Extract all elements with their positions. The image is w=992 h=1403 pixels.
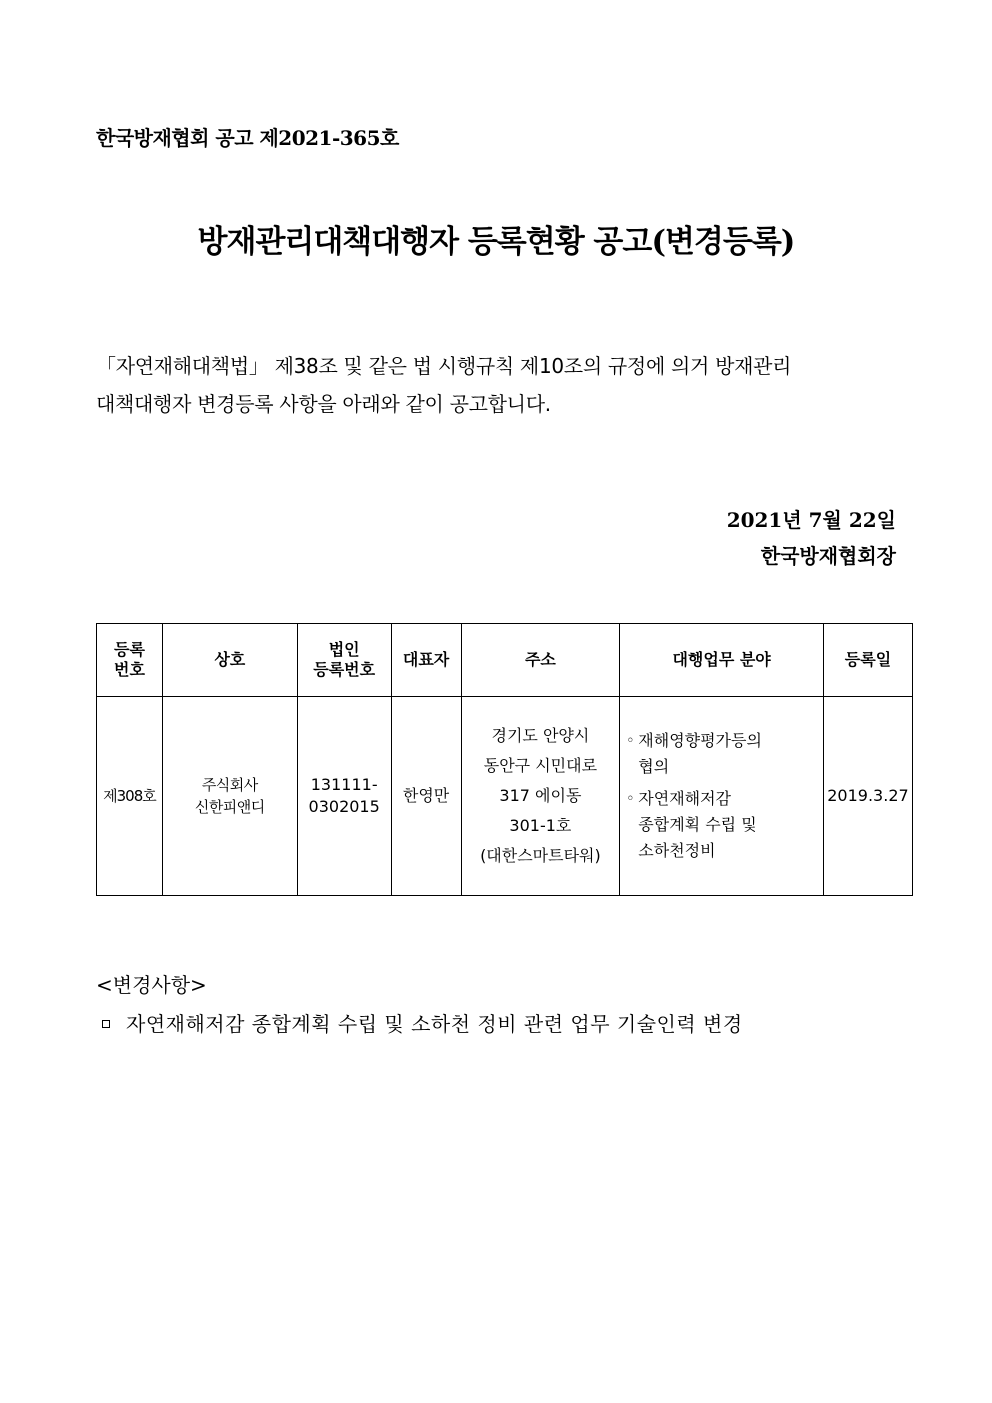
address-line-3: 317 에이동 [499,786,582,805]
field-1-line-2: 협의 [638,757,670,776]
table-header-row [97,624,913,697]
header-reg-no [97,624,163,697]
corp-no-line-1: 131111- [310,775,378,794]
cell-representative: 한영만 [391,697,461,896]
square-bullet-icon [102,1020,110,1028]
header-corp-no-line-1: 법인 [328,640,360,659]
changes-heading: <변경사항> [96,973,207,997]
header-representative: 대표자 [391,624,461,697]
header-address: 주소 [461,624,620,697]
field-2-line-3: 소하천정비 [638,841,716,860]
cell-corp-no [297,697,391,896]
changes-item [96,1008,743,1037]
cell-fields [620,697,824,896]
header-fields: 대행업무 분야 [620,624,824,697]
cell-reg-date: 2019.3.27 [823,697,912,896]
body-line-2: 대책대행자 변경등록 사항을 아래와 같이 공고합니다. [96,392,551,416]
cell-address [461,697,620,896]
notice-number: 한국방재협회 공고 제2021-365호 [96,126,399,150]
header-corp-no [297,624,391,697]
address-line-2: 동안구 시민대로 [483,756,598,775]
notice-date: 2021년 7월 22일 [726,508,896,532]
notice-body [96,347,896,423]
field-1-line-1: 재해영향평가등의 [638,731,762,750]
field-item [626,786,820,864]
registration-table [96,623,913,896]
header-reg-no-line-1: 등록 [114,640,145,659]
address-line-5: (대한스마트타워) [480,846,601,865]
header-corp-no-line-2: 등록번호 [313,660,376,679]
bullet-icon: ◦ [626,733,635,749]
header-reg-no-line-2: 번호 [114,660,145,679]
cell-reg-no: 제308호 [97,697,163,896]
header-reg-date: 등록일 [823,624,912,697]
bullet-icon: ◦ [626,791,635,807]
field-2-line-1: 자연재해저감 [638,789,732,808]
company-line-1: 주식회사 [201,776,258,794]
address-line-1: 경기도 안양시 [491,726,590,745]
changes-item-text: 자연재해저감 종합계획 수립 및 소하천 정비 관련 업무 기술인력 변경 [126,1012,743,1036]
field-2-line-2: 종합계획 수립 및 [638,815,757,834]
address-line-4: 301-1호 [509,816,572,835]
field-item [626,728,820,780]
table-row [97,697,913,896]
header-company: 상호 [162,624,297,697]
issuer: 한국방재협회장 [760,544,896,568]
company-line-2: 신한피앤디 [194,798,265,816]
page-title: 방재관리대책대행자 등록현황 공고(변경등록) [197,224,795,260]
body-line-1: 「자연재해대책법」 제38조 및 같은 법 시행규칙 제10조의 규정에 의거 방재관리 [96,354,792,378]
corp-no-line-2: 0302015 [308,797,380,816]
cell-company [162,697,297,896]
